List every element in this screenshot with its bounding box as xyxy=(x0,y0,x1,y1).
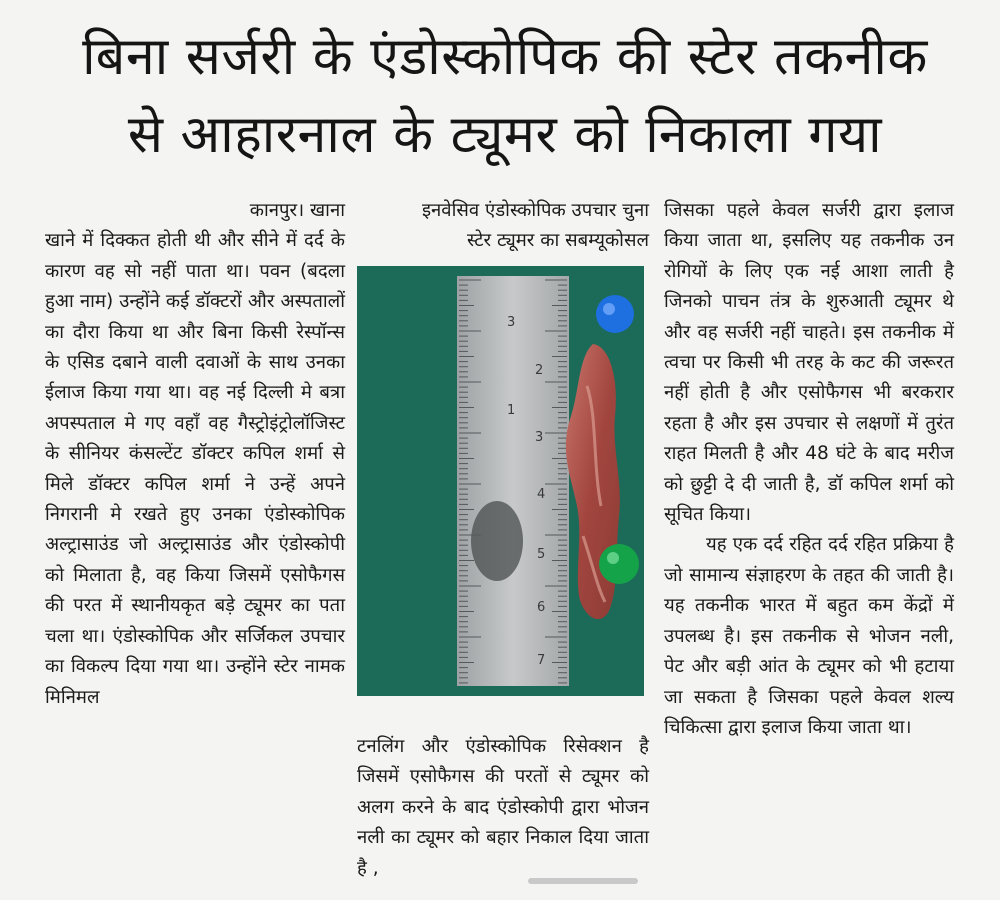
headline xyxy=(40,18,970,174)
headline-line-2: से आहारनाल के ट्यूमर को निकाला गया xyxy=(127,105,883,165)
article-column-2 xyxy=(357,196,649,879)
column-2-bottom xyxy=(357,732,649,884)
column-2-line-1: इनवेसिव एंडोस्कोपिक उपचार चुना xyxy=(421,200,649,221)
ruler-label: 3 xyxy=(535,430,544,445)
blue-pin-icon xyxy=(596,295,634,333)
ruler-label: 2 xyxy=(535,363,544,378)
ruler-label: 5 xyxy=(537,547,546,562)
article-column-1 xyxy=(45,196,345,713)
scroll-indicator xyxy=(528,878,638,884)
tumor-photo-illustration xyxy=(357,266,644,696)
ruler-label: 4 xyxy=(537,487,546,502)
column-2-top xyxy=(357,196,649,257)
steel-ruler xyxy=(457,276,569,686)
ruler-label: 7 xyxy=(537,653,546,668)
column-1-body: खाने में दिक्कत होती थी और सीने में दर्द के कारण वह सो नहीं पाता था। पवन (बदला हुआ नाम) उन्होंने कई डॉक्टरों और अस्पतालों का दौरा किया था और बिना किसी रेस्पॉन्स के एसिड दबाने वाली दवाओं के साथ उनका ईलाज किया गया था। वह नई दिल्ली मे बत्रा अपस्पताल मे गए वहाँ वह गैस्ट्रोइंट्रोलॉजिस्ट के सीनियर कंसल्टेंट डॉक्टर कपिल शर्मा से मिले डॉक्टर कपिल शर्मा ने उन्हें अपने निगरानी मे रखते हुए उनका एंडोस्कोपिक अल्ट्रासाउंड जो अल्ट्रासाउंड और एंडोस्कोपी को मिलाता है, वह किया जिसमें एसोफैगस की परत में स्थानीयकृत बड़े ट्यूमर का पता चला था। एंडोस्कोपिक और सर्जिकल उपचार का विकल्प दिया गया था। उन्होंने स्टेर नामक मिनिमल xyxy=(45,230,345,708)
ruler-label: 3 xyxy=(507,315,516,330)
headline-line-1: बिना सर्जरी के एंडोस्कोपिक की स्टेर तकनीक xyxy=(82,27,928,87)
column-2-line-2: स्टेर ट्यूमर का सबम्यूकोसल xyxy=(467,230,649,252)
column-2-body: टनलिंग और एंडोस्कोपिक रिसेक्शन है जिसमें एसोफैगस की परतों से ट्यूमर को अलग करने के बाद एंडोस्कोपी द्वारा भोजन नली का ट्यूमर को बहार निकाल दिया जाता है , xyxy=(357,736,649,879)
tumor-photo xyxy=(357,266,644,696)
article-column-3 xyxy=(664,196,954,743)
ruler-label: 6 xyxy=(537,600,546,615)
ruler-label: 1 xyxy=(507,403,516,418)
column-3-paragraph-1: जिसका पहले केवल सर्जरी द्वारा इलाज किया जाता था, इसलिए यह तकनीक उन रोगियों के लिए एक नई आशा लाती है जिनको पाचन तंत्र के शुरुआती ट्यूमर थे और वह सर्जरी नहीं चाहते। इस तकनीक में त्वचा पर किसी भी तरह के कट की जरूरत नहीं होती है और एसोफैगस भी बरकरार रहता है और इस उपचार से लक्षणों में तुरंत राहत मिलती है और 48 घंटे के बाद मरीज को छुट्टी दे दी जाती है, डॉ कपिल शर्मा को सूचित किया। xyxy=(664,200,954,526)
ruler-shadow xyxy=(471,501,523,581)
green-pin-icon xyxy=(599,544,639,584)
dateline-text: कानपुर। खाना xyxy=(249,200,345,221)
column-3-paragraph-2: यह एक दर्द रहित दर्द रहित प्रक्रिया है जो सामान्य संज्ञाहरण के तहत की जाती है। यह तकनीक भारत में बहुत कम केंद्रों में उपलब्ध है। इस तकनीक से भोजन नली, पेट और बड़ी आंत के ट्यूमर को भी हटाया जा सकता है जिसका पहले केवल शल्य चिकित्सा द्वारा इलाज किया जाता था। xyxy=(664,534,954,738)
